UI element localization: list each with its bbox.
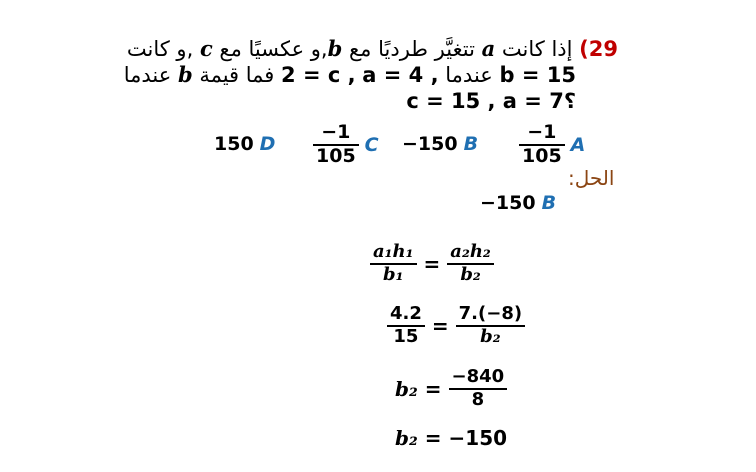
var-c: c xyxy=(199,36,213,61)
step-1-lhs-num: a₁h₁ xyxy=(373,241,414,262)
option-c-letter: C xyxy=(364,133,379,156)
var-a: a xyxy=(481,36,496,61)
step-2-rhs-num: 7.(−8) xyxy=(458,303,523,324)
var-b: b xyxy=(327,36,343,61)
step-2-lhs-num: 4.2 xyxy=(390,303,422,324)
step-1-lhs-den: b₁ xyxy=(383,263,404,285)
question-text-2b: عندما xyxy=(445,63,493,87)
step-1-rhs xyxy=(447,242,494,285)
question-line-3 xyxy=(276,88,576,114)
option-c-num: −1 xyxy=(321,121,351,143)
step-2-rhs xyxy=(456,304,525,347)
option-b-letter: B xyxy=(463,133,479,155)
option-a-den: 105 xyxy=(522,144,562,167)
step-1 xyxy=(370,242,494,285)
step-4 xyxy=(395,426,507,450)
step-1-rhs-num: a₂h₂ xyxy=(450,241,491,262)
option-a-fraction xyxy=(519,122,565,168)
step-4-equals: = xyxy=(424,426,442,450)
question-text-2f: عندما xyxy=(123,63,172,87)
question-text-3: c = 15 , a = 7؟ xyxy=(406,89,576,113)
step-3-equals: = xyxy=(424,376,442,401)
step-4-lhs: b₂ xyxy=(395,426,418,450)
step-1-lhs xyxy=(370,242,417,285)
step-2-equals: = xyxy=(431,313,449,338)
answer-value: −150 xyxy=(480,192,536,214)
step-3-rhs-num: −840 xyxy=(451,366,505,387)
question-text-2a: b = 15 xyxy=(499,63,576,87)
step-2 xyxy=(387,304,525,347)
step-2-lhs xyxy=(387,304,425,347)
step-2-lhs-den: 15 xyxy=(393,325,419,347)
question-line-2 xyxy=(56,62,576,88)
step-3-lhs: b₂ xyxy=(395,376,418,401)
question-text-1b: تتغيَّر طرديًا مع xyxy=(349,37,475,61)
option-a[interactable] xyxy=(519,122,585,168)
question-line-1 xyxy=(98,36,618,62)
step-2-rhs-den: b₂ xyxy=(480,325,501,347)
question-text-1a: إذا كانت xyxy=(501,37,573,61)
step-3 xyxy=(395,367,507,410)
step-1-equals: = xyxy=(423,251,441,276)
question-text-1c: ,و عكسيًا مع xyxy=(219,37,328,61)
option-c[interactable] xyxy=(313,122,379,168)
option-a-letter: A xyxy=(570,133,586,156)
question-number: 29) xyxy=(579,37,618,61)
answer xyxy=(480,192,556,214)
step-1-rhs-den: b₂ xyxy=(460,263,481,285)
option-b[interactable] xyxy=(402,133,478,155)
var-b-2: b xyxy=(177,62,193,87)
option-d[interactable] xyxy=(214,133,275,155)
option-d-value: 150 xyxy=(214,133,254,155)
step-3-rhs xyxy=(449,367,508,410)
question-text-2e: فما قيمة xyxy=(199,63,275,87)
step-4-rhs: −150 xyxy=(448,426,508,450)
option-a-num: −1 xyxy=(527,121,557,143)
option-b-value: −150 xyxy=(402,133,458,155)
solution-label: الحل: xyxy=(568,166,615,190)
answer-letter: B xyxy=(541,192,557,214)
question-text-2c: 2 = c , xyxy=(281,63,356,87)
option-d-letter: D xyxy=(259,133,276,155)
question-text-1d: ,و كانت xyxy=(126,37,194,61)
question-text-2d: a = 4 , xyxy=(362,63,439,87)
option-c-den: 105 xyxy=(316,144,356,167)
option-c-fraction xyxy=(313,122,359,168)
step-3-rhs-den: 8 xyxy=(471,388,485,410)
